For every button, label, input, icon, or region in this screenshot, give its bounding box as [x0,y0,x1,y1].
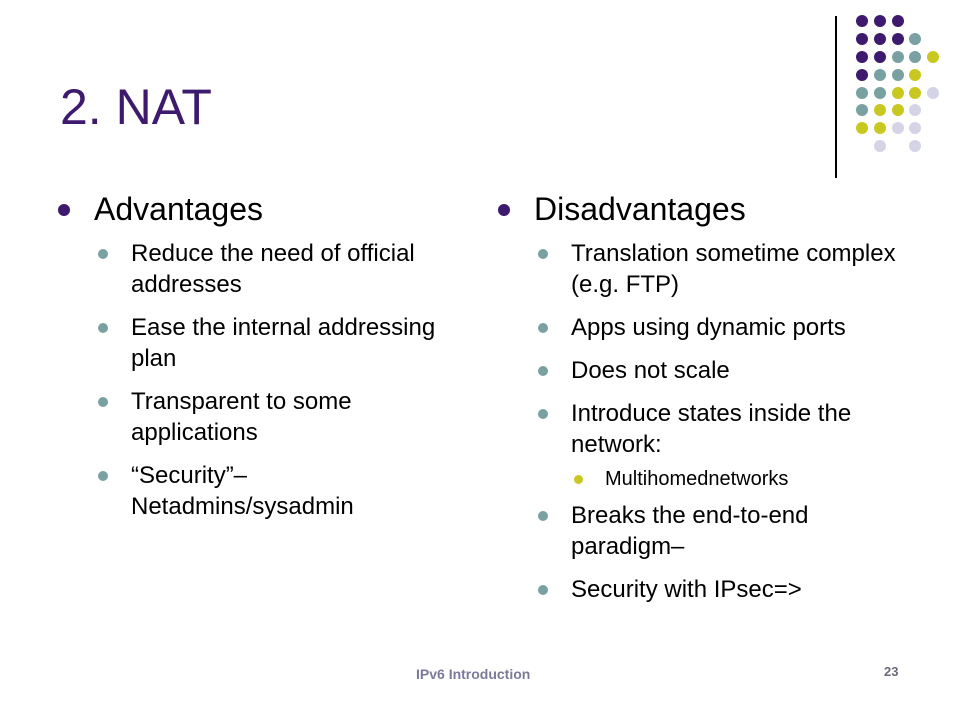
sub-list-item [574,466,898,492]
list-item-text: Reduce the need of official addresses [131,240,415,298]
bullet-icon [98,397,108,407]
bullet-icon [538,585,548,595]
list-item [98,312,438,374]
bullet-icon [538,409,548,419]
list-item [538,355,898,386]
disadvantages-heading-row [498,190,898,228]
list-item [98,238,438,300]
list-item [538,398,898,460]
slide-footer: IPv6 Introduction [416,666,531,682]
list-item-text: Security with IPsec=> [571,576,802,603]
list-item [538,500,898,562]
list-item-text: Does not scale [571,357,730,384]
bullet-icon [98,249,108,259]
slide-title: 2. NAT [60,79,212,135]
list-item [98,460,438,522]
disadvantages-column [498,190,898,617]
bullet-icon [538,511,548,521]
list-item [538,312,898,343]
list-item-text: Introduce states inside the network: [571,400,852,458]
disadvantages-list [498,238,898,605]
list-item-text: Translation sometime complex (e.g. FTP) [571,240,896,298]
list-item [98,386,438,448]
olive-dots [856,51,939,134]
advantages-heading-row [58,190,438,228]
bullet-icon [538,366,548,376]
bullet-icon [498,204,510,216]
bullet-icon [98,471,108,481]
list-item-text: Ease the internal addressing plan [131,314,436,372]
page-number: 23 [884,664,899,679]
advantages-column [58,190,438,534]
bullet-icon [538,323,548,333]
list-item-text: Apps using dynamic ports [571,314,846,341]
list-item-text: “Security”– Netadmins/sysadmin [131,462,354,520]
sub-list-item-text: Multihomednetworks [605,468,789,490]
list-item [538,574,898,605]
list-item-group [538,398,898,492]
bullet-icon [538,249,548,259]
disadvantages-heading: Disadvantages [534,191,746,227]
list-item [538,238,898,300]
bullet-icon [98,323,108,333]
bullet-icon [58,204,70,216]
advantages-list [58,238,438,522]
list-item-text: Breaks the end-to-end paradigm– [571,502,809,560]
bullet-icon [574,475,583,484]
vertical-divider [835,16,837,178]
list-item-text: Transparent to some applications [131,388,352,446]
advantages-heading: Advantages [94,191,264,227]
